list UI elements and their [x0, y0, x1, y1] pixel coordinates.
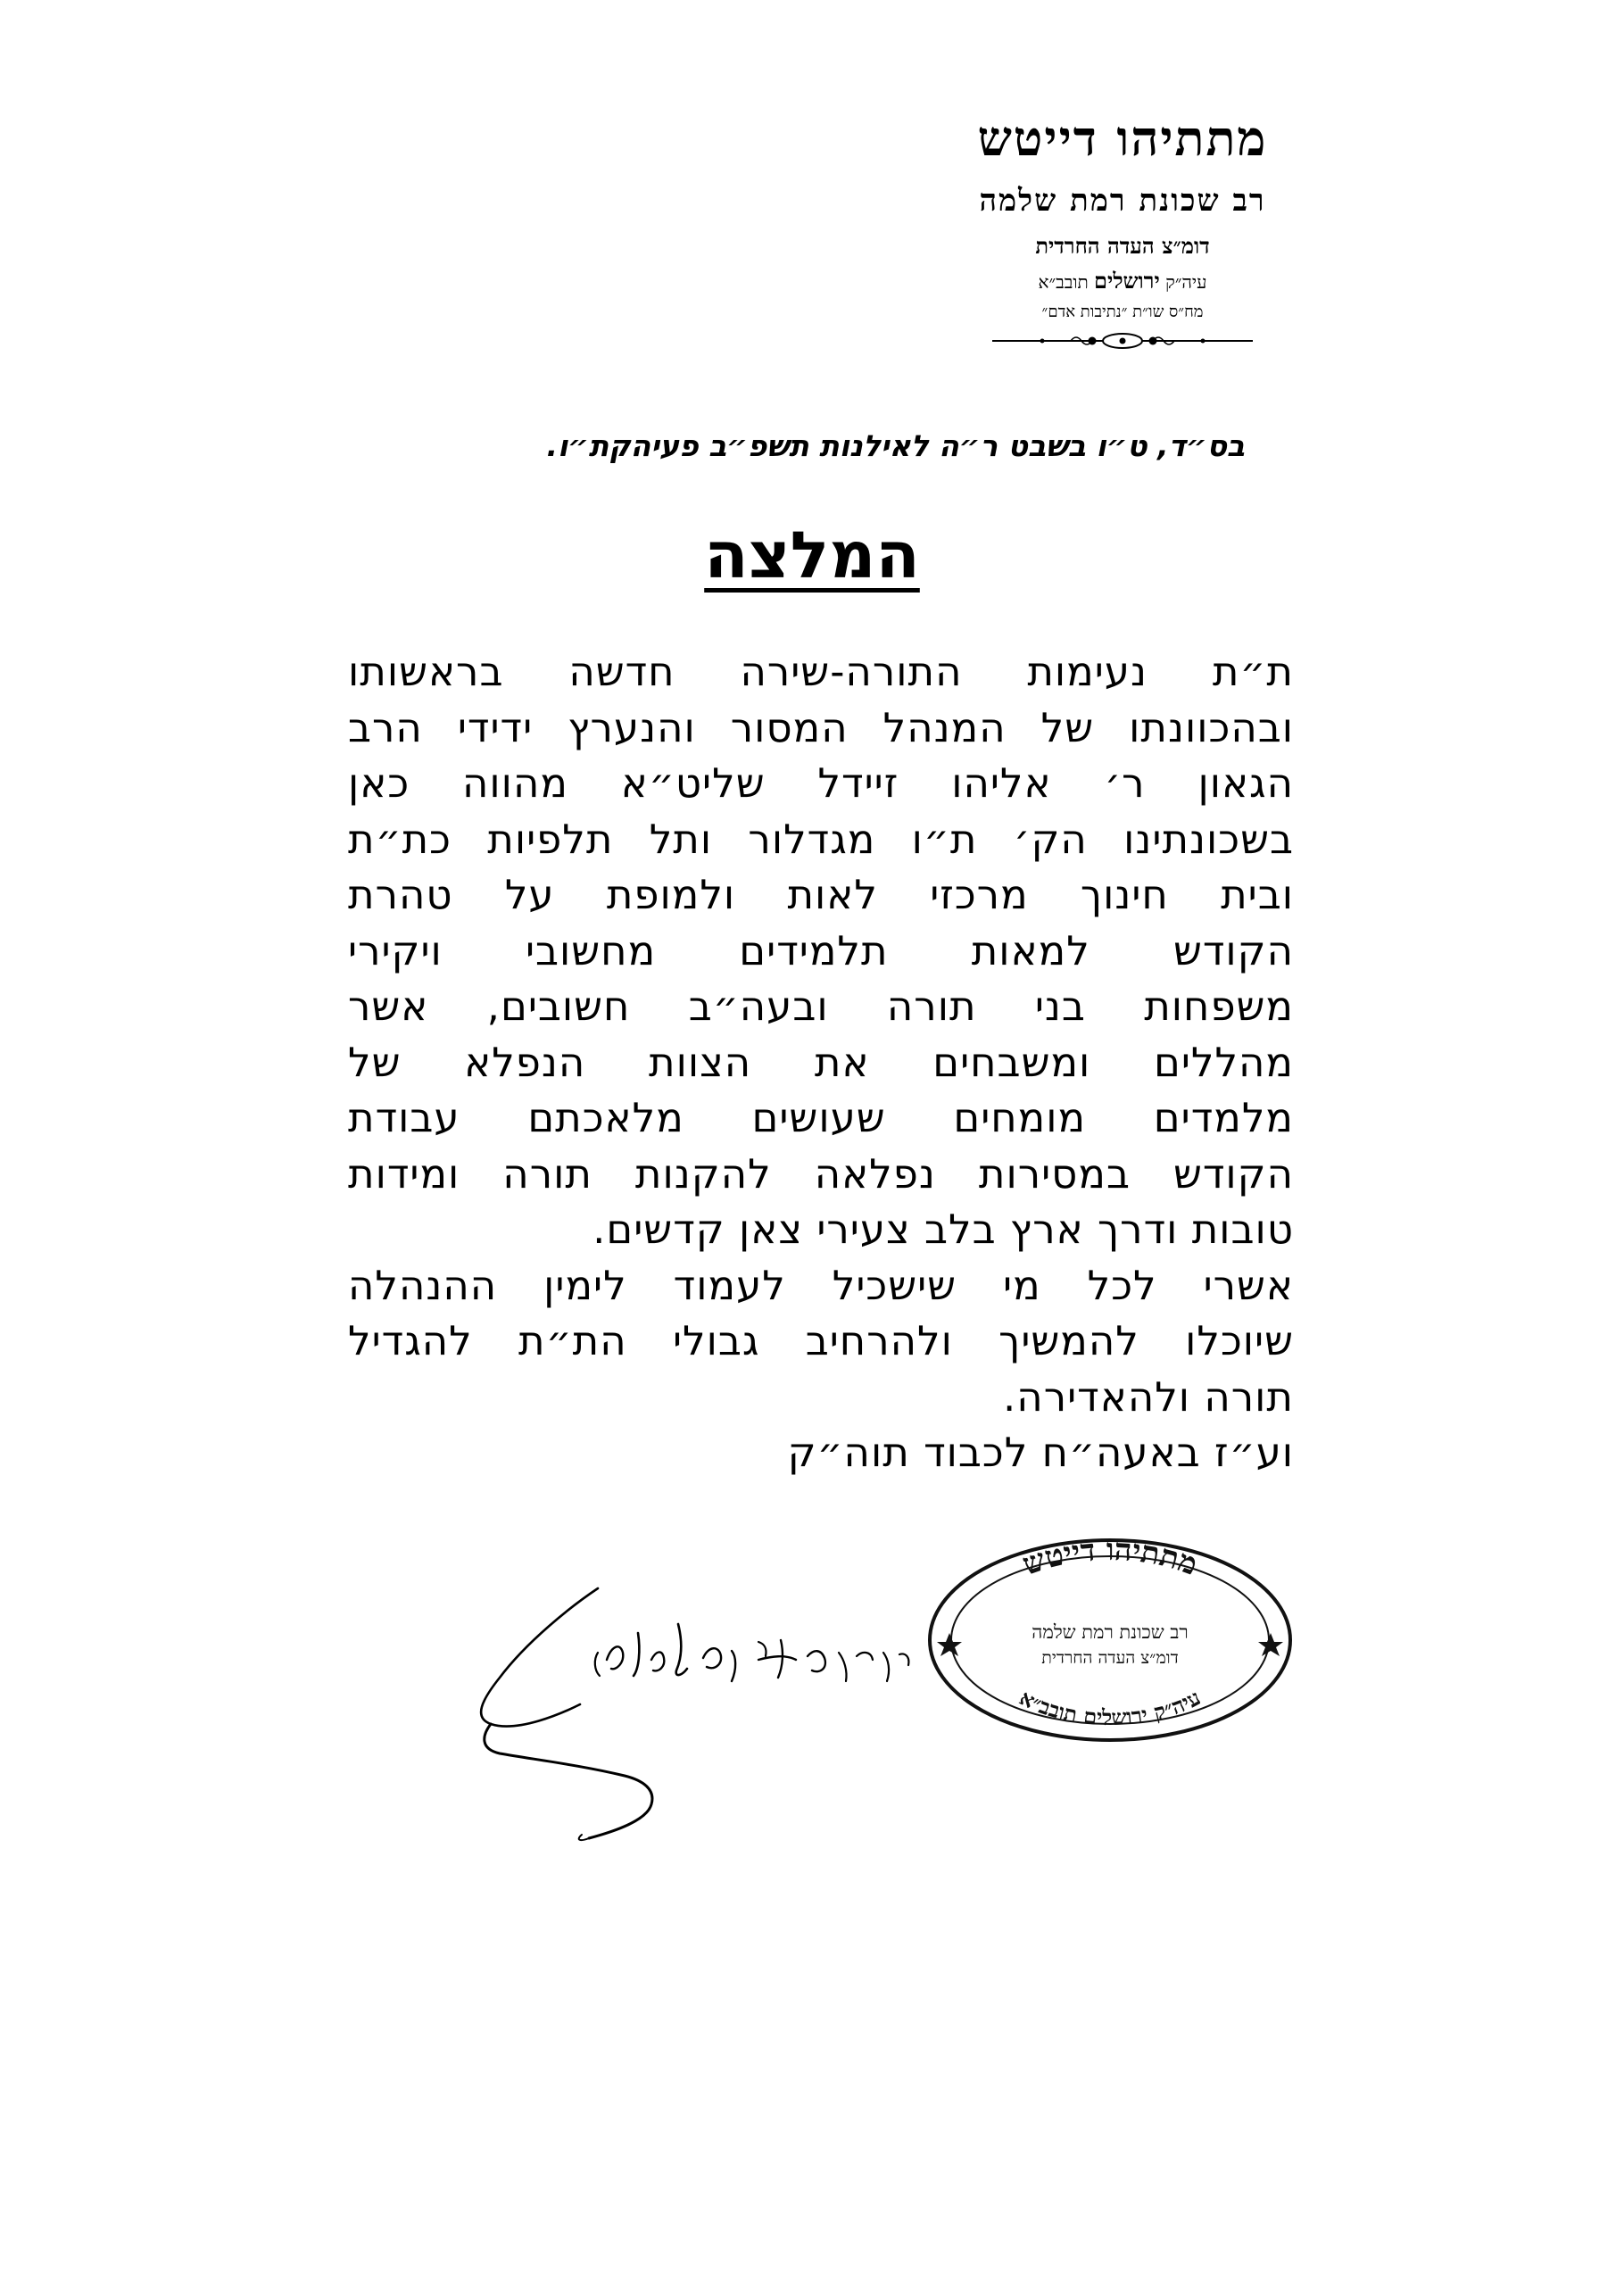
letterhead-title: רב שכונת רמת שלמה	[979, 183, 1266, 219]
body-line: ובית חינוך מרכזי לאות ולמופת על טהרת	[348, 871, 1294, 918]
stamp-line3: עיה״ק ירושלים תובב״א	[1015, 1684, 1206, 1730]
body-line: ובהכוונתו של המנהל המסור והנערץ ידידי הרב	[348, 703, 1294, 751]
letterhead-city-prefix: עיה״ק	[1165, 271, 1207, 293]
body-line: טובות ודרך ארץ בלב צעירי צאן קדשים.	[592, 1206, 1294, 1253]
letter-body	[348, 644, 1294, 1481]
body-line: הקודש למאות תלמידים מחשובי ויקירי	[348, 926, 1294, 974]
letterhead-city-suffix: תובב״א	[1038, 271, 1089, 293]
letterhead-city-name: ירושלים	[1094, 268, 1160, 294]
stamp-name: מתתיהו דייטש	[1017, 1533, 1203, 1583]
body-line: משפחות בני תורה ובעה״ב חשובים, אשר	[348, 982, 1294, 1030]
body-line: אשרי לכל מי שישכיל לעמוד לימין ההנהלה	[348, 1261, 1294, 1309]
star-icon	[1258, 1633, 1283, 1656]
body-line: תורה ולהאדירה.	[1003, 1372, 1294, 1421]
letterhead-court: דומ״צ העדה החרדית	[1035, 233, 1210, 259]
stamp-line1: רב שכונת רמת שלמה	[1032, 1621, 1189, 1643]
rabbinical-stamp	[923, 1533, 1297, 1747]
body-line: בשכונתינו הק׳ ת״ו מגדלור ותל תלפיות כת״ת	[348, 815, 1294, 863]
handwritten-signature	[464, 1571, 928, 1856]
date-line: בס״ד, ט״ו בשבט ר״ה לאילנות תשפ״ב פעיהקת״ו.	[546, 428, 1245, 463]
body-line: מהללים ומשבחים את הצוות הנפלא של	[348, 1038, 1294, 1086]
body-line: ת״ת נעימות התורה-שירה חדשה בראשותו	[348, 648, 1294, 695]
heading-text: המלצה	[704, 518, 920, 593]
body-line: הגאון ר׳ אליהו זיידל שליט״א מהווה כאן	[348, 759, 1294, 807]
letterhead-name: מתתיהו דייטש	[977, 110, 1268, 167]
body-line: הקודש במסירות נפלאה להקנות תורה ומידות	[348, 1149, 1294, 1198]
body-line: מלמדים מומחים שעושים מלאכתם עבודת	[348, 1094, 1294, 1141]
body-line: שיוכלו להמשיך ולהרחיב גבולי הת״ת להגדיל	[348, 1317, 1294, 1364]
stamp-line2: דומ״צ העדה החרדית	[1041, 1648, 1179, 1668]
letterhead-book: מח״ס שו״ת ״נתיבות אדם״	[1041, 303, 1204, 321]
letterhead	[846, 107, 1399, 351]
ornament-divider	[989, 331, 1256, 351]
body-line: וע״ז באעה״ח לכבוד תוה״ק	[787, 1429, 1294, 1476]
star-icon	[937, 1633, 962, 1656]
document-heading	[0, 510, 1624, 600]
letterhead-city	[846, 266, 1399, 297]
